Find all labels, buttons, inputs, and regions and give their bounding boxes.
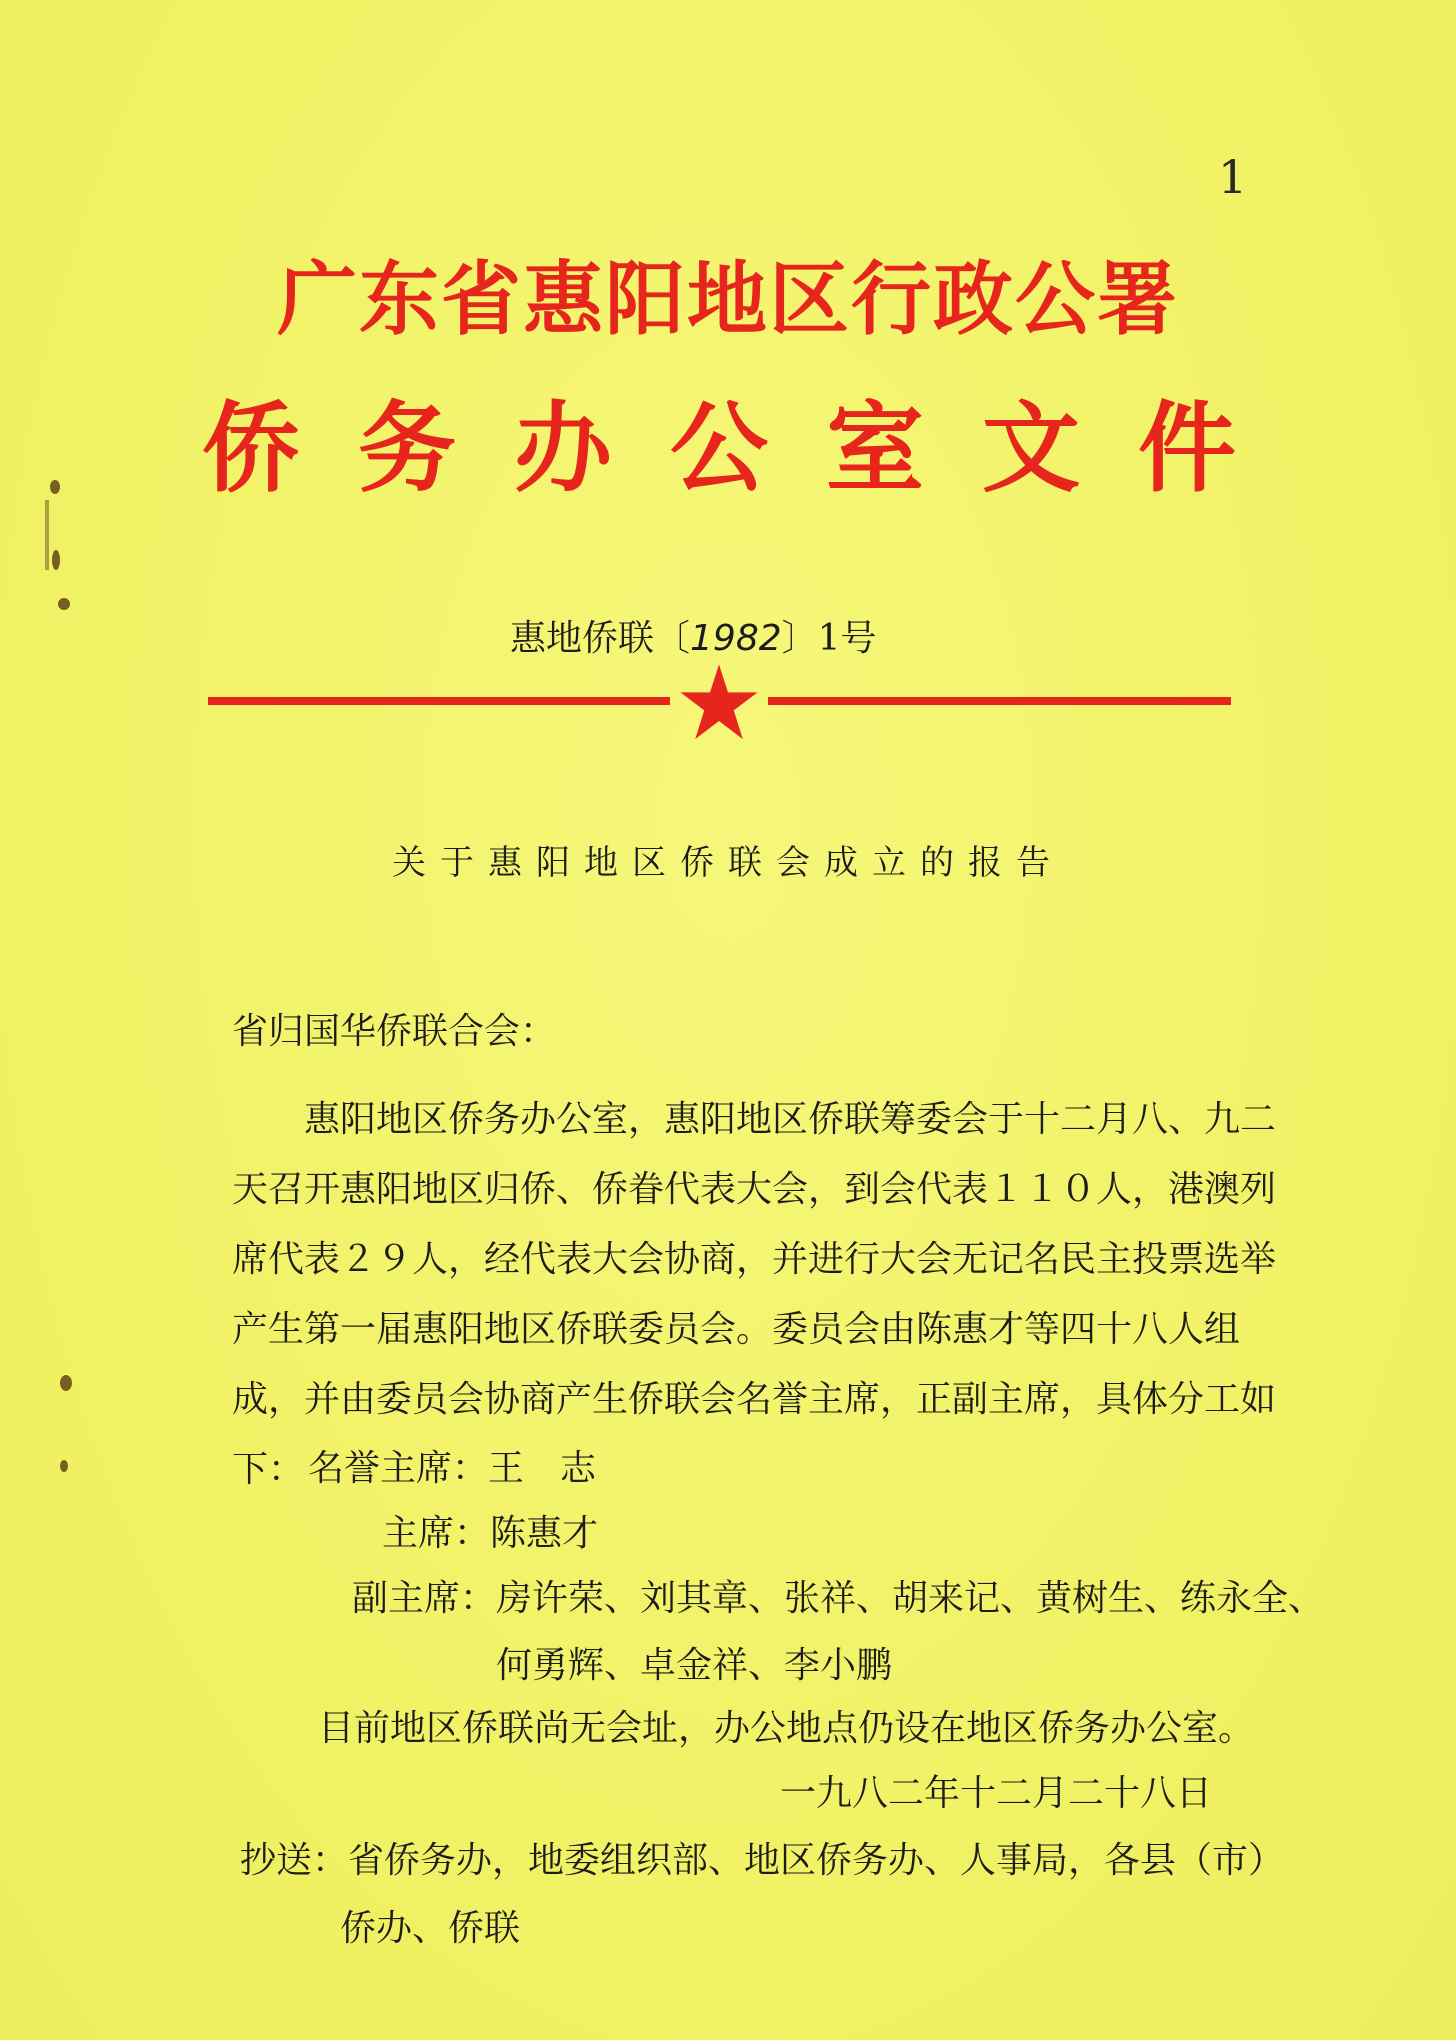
- body-paragraph-text: 惠阳地区侨务办公室，惠阳地区侨联筹委会于十二月八、九二天召开惠阳地区归侨、侨眷代表大会，到会代表１１０人，港澳列席代表２９人，经代表大会协商，并进行大会无记名民主投票选举产生第一届惠阳地区侨联委员会。委员会由陈惠才等四十八人组成，并由委员会协商产生侨联会名誉主席，正副主席，具体分工如下：: [232, 1099, 1277, 1490]
- red-divider-left: [208, 697, 670, 705]
- office-note: 目前地区侨联尚无会址，办公地点仍设在地区侨务办公室。: [318, 1708, 1255, 1749]
- red-star-icon: [678, 662, 760, 744]
- issuing-authority-title: 广东省惠阳地区行政公署: [277, 253, 1179, 346]
- vice-chairs-line-continued: 何勇辉、卓金祥、李小鹏: [496, 1645, 893, 1686]
- chair-line: 主席：陈惠才: [382, 1513, 599, 1554]
- document-date: 一九八二年十二月二十八日: [780, 1773, 1213, 1814]
- addressee: 省归国华侨联合会：: [232, 1011, 557, 1052]
- cc-recipients-continued: 侨办、侨联: [340, 1908, 521, 1949]
- page-number: 1: [1218, 150, 1248, 204]
- doc-number-suffix: 〕1号: [781, 618, 877, 659]
- doc-number-year: 1982: [690, 618, 782, 659]
- cc-recipients: 抄送：省侨务办，地委组织部、地区侨务办、人事局，各县（市）: [240, 1840, 1285, 1881]
- vice-chairs-line: 副主席：房许荣、刘其章、张祥、胡来记、黄树生、练永全、: [352, 1578, 1325, 1619]
- binding-hole-mark: [60, 1375, 72, 1391]
- binding-hole-mark: [58, 598, 70, 610]
- red-divider-right: [768, 697, 1231, 705]
- document-type-title: 侨务办公室文件: [201, 392, 1294, 506]
- doc-number-prefix: 惠地侨联〔: [510, 618, 691, 659]
- honorary-chair-line: 名誉主席：王 志: [308, 1448, 597, 1489]
- binding-hole-mark: [60, 1460, 68, 1472]
- binding-hole-mark: [52, 550, 60, 570]
- report-subject: 关于惠阳地区侨联会成立的报告: [392, 843, 1064, 883]
- document-number: [510, 610, 877, 661]
